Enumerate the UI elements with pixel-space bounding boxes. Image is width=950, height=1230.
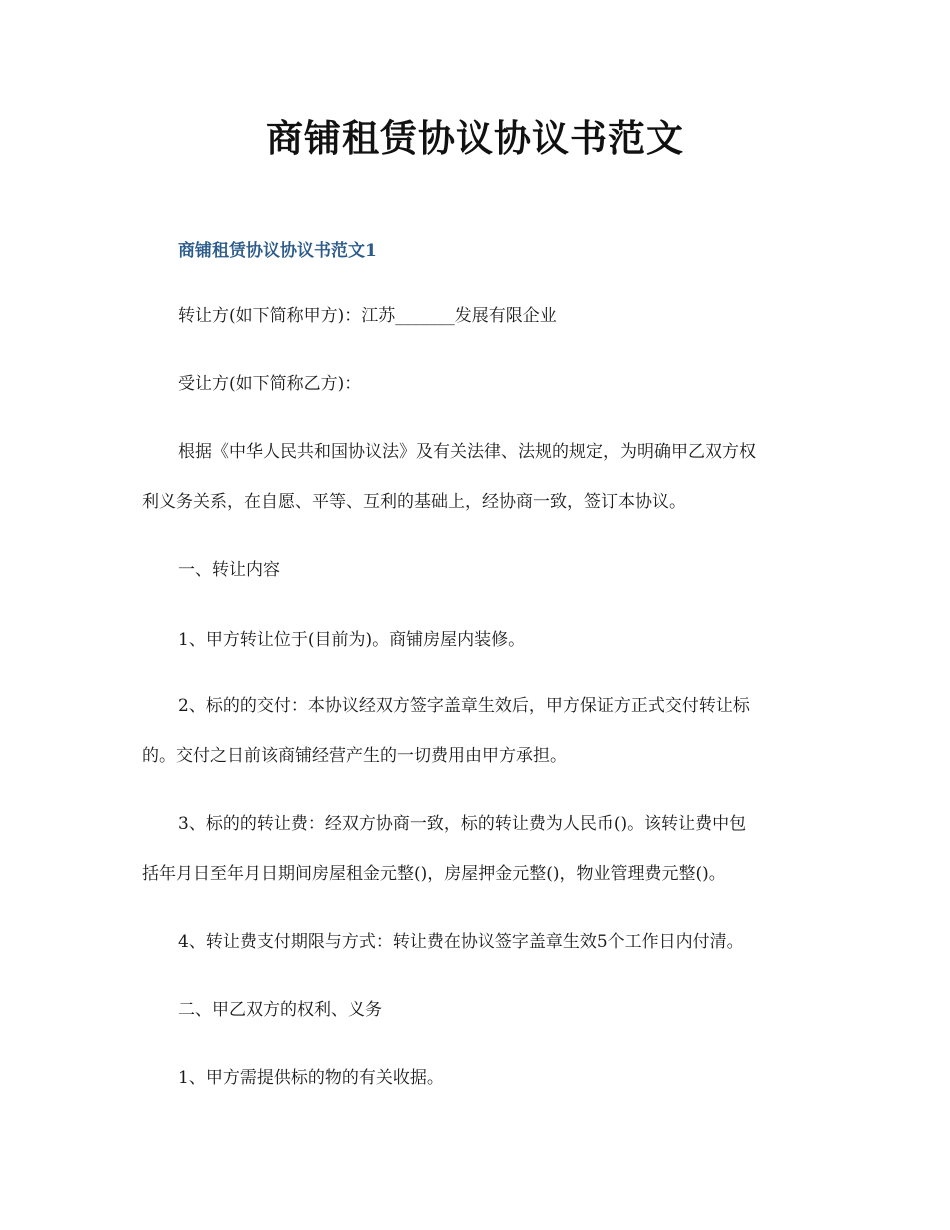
clause-2-delivery-line-1: 2、标的的交付：本协议经双方签字盖章生效后，甲方保证方正式交付转让标 — [178, 696, 750, 716]
clause-3-fee-line-1: 3、标的的转让费：经双方协商一致，标的转让费为人民币()。该转让费中包 — [178, 814, 747, 834]
section-heading-rights-obligations: 二、甲乙双方的权利、义务 — [178, 1000, 382, 1020]
clause-1-location: 1、甲方转让位于(目前为)。商铺房屋内装修。 — [178, 630, 526, 650]
clause-4-payment: 4、转让费支付期限与方式：转让费在协议签字盖章生效5个工作日内付清。 — [178, 932, 744, 952]
paragraph-transferee: 受让方(如下简称乙方)： — [178, 374, 362, 394]
clause-2-delivery-line-2: 的。交付之日前该商铺经营产生的一切费用由甲方承担。 — [142, 746, 567, 766]
clause-3-fee-line-2: 括年月日至年月日期间房屋租金元整()，房屋押金元整()，物业管理费元整()。 — [142, 864, 726, 884]
section-heading-transfer-content: 一、转让内容 — [178, 560, 280, 580]
paragraph-basis-line-2: 利义务关系，在自愿、平等、互利的基础上，经协商一致，签订本协议。 — [142, 492, 686, 512]
section-heading: 商铺租赁协议协议书范文1 — [178, 241, 377, 261]
paragraph-transferor: 转让方(如下简称甲方)：江苏_______发展有限企业 — [178, 306, 557, 326]
document-title: 商铺租赁协议协议书范文 — [266, 116, 684, 160]
obligation-1-receipts: 1、甲方需提供标的物的有关收据。 — [178, 1068, 444, 1088]
paragraph-basis-line-1: 根据《中华人民共和国协议法》及有关法律、法规的规定，为明确甲乙双方权 — [178, 442, 756, 462]
